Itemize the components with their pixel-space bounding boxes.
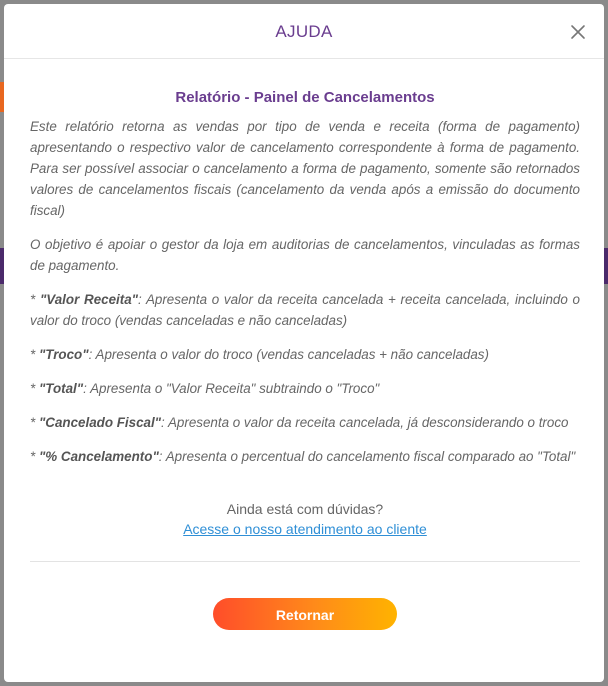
field-description: [30, 412, 580, 433]
background-nav-bar-right: [604, 248, 608, 284]
footer: [30, 598, 580, 630]
report-objective: O objetivo é apoiar o gestor da loja em auditorias de cancelamentos, vinculadas as formas de pagamento.: [30, 237, 580, 273]
field-prefix: *: [30, 381, 39, 396]
field-prefix: *: [30, 415, 39, 430]
field-prefix: *: [30, 347, 39, 362]
field-desc: : Apresenta o percentual do cancelamento fiscal comparado ao "Total": [158, 449, 576, 464]
field-name: "Troco": [38, 347, 89, 362]
return-button[interactable]: Retornar: [213, 598, 397, 630]
field-description: [30, 378, 580, 399]
field-desc: : Apresenta o valor do troco (vendas canceladas + não canceladas): [88, 347, 489, 362]
field-desc: : Apresenta o "Valor Receita" subtraindo o "Troco": [83, 381, 380, 396]
field-prefix: *: [30, 449, 39, 464]
field-description: [30, 446, 580, 467]
modal-body: [4, 89, 604, 630]
field-name: "Total": [38, 381, 84, 396]
report-title: Relatório - Painel de Cancelamentos: [175, 89, 435, 106]
field-prefix: *: [30, 292, 40, 307]
report-intro: Este relatório retorna as vendas por tipo de venda e receita (forma de pagamento) apresentando o respectivo valor de cancelamento correspondente à forma de pagamento. Para ser possível associar o cancelamento a forma de pagamento, somente são retornados valores de cancelamentos fiscais (cancelamento da venda após a emissão do documento fiscal): [30, 119, 580, 218]
field-name: "Valor Receita": [39, 292, 139, 307]
modal-title: AJUDA: [275, 22, 333, 41]
field-name: "Cancelado Fiscal": [38, 415, 162, 430]
modal-header: [4, 4, 604, 59]
field-description: [30, 289, 580, 331]
field-description: [30, 344, 580, 365]
help-question: Ainda está com dúvidas?: [226, 501, 384, 517]
close-button[interactable]: [566, 20, 590, 44]
help-modal: [4, 4, 604, 682]
close-icon: [566, 20, 590, 44]
field-desc: : Apresenta o valor da receita cancelada, já desconsiderando o troco: [161, 415, 569, 430]
field-desc: : Apresenta o valor da receita cancelada + receita cancelada, incluindo o valor do troco (vendas canceladas e não canceladas): [30, 292, 580, 328]
help-section: [30, 501, 580, 537]
divider: [30, 561, 580, 562]
field-name: "% Cancelamento": [38, 449, 159, 464]
customer-support-link[interactable]: Acesse o nosso atendimento ao cliente: [183, 521, 427, 537]
